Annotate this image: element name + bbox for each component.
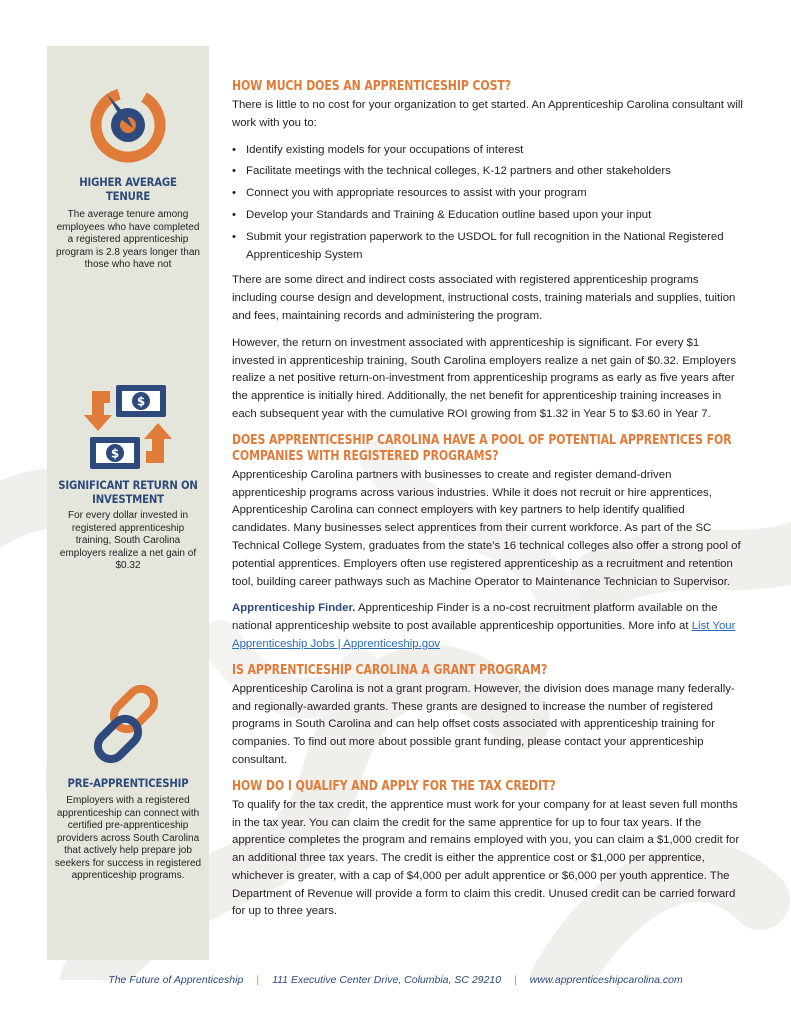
- footer-separator: |: [256, 974, 260, 986]
- chain-link-icon: [85, 682, 171, 768]
- grant-paragraph: Apprenticeship Carolina is not a grant program. However, the division does manage many federally- and regionally-awarded grants. These grants are designed to increase the number of registered programs in South Carolina and can help offset costs associated with apprenticeship training for companies. To find out more about possible grant funding, please contact your apprenticeship consultant.: [232, 682, 735, 766]
- sidebar-block-pre-apprenticeship: [47, 682, 209, 883]
- sidebar-text-roi: For every dollar invested in registered apprenticeship training, South Carolina employers realize a net gain of $0.32: [59, 510, 197, 571]
- finder-paragraph: [232, 600, 744, 653]
- cost-paragraph-2: There are some direct and indirect costs associated with registered apprenticeship programs including course design and development, instructional costs, training materials and supplies, tuition and fees, maintaining records and administering the program.: [232, 274, 736, 322]
- sidebar-text-tenure: The average tenure among employees who have completed a registered apprenticeship program is 2.8 years longer than those who have not: [56, 209, 200, 270]
- sidebar-block-tenure: [47, 82, 209, 272]
- tax-credit-heading: HOW DO I QUALIFY AND APPLY FOR THE TAX CREDIT?: [232, 778, 556, 794]
- list-item: • Develop your Standards and Training & Education outline based upon your input: [232, 207, 744, 225]
- finder-label: Apprenticeship Finder.: [232, 602, 356, 615]
- list-item: • Identify existing models for your occupations of interest: [232, 142, 744, 160]
- money-exchange-icon: [80, 379, 176, 475]
- section-cost: [232, 79, 744, 424]
- section-tax-credit: [232, 779, 744, 922]
- list-item: • Facilitate meetings with the technical colleges, K-12 partners and other stakeholders: [232, 163, 744, 181]
- cost-bullet-list: [232, 142, 744, 265]
- cost-paragraph-3: However, the return on investment associated with apprenticeship is significant. For every $1 invested in apprenticeship training, South Carolina employers realize a net gain of $0.32. Employers realize a net positive return-on-investment from apprenticeship programs as early as five years after the apprentice is initially hired. Additionally, the net benefit for apprenticeship training increases in each subsequent year with the cumulative ROI growing from $1.32 in Year 5 to $3.60 in Year 7.: [232, 336, 737, 420]
- footer-address: 111 Executive Center Drive, Columbia, SC 29210: [272, 974, 502, 986]
- sidebar-text-pre-apprenticeship: Employers with a registered apprenticeship can connect with certified pre-apprenticeship providers across South Carolina that actively help prepare job seekers for success in registered apprenticeship programs.: [54, 795, 202, 881]
- footer-tagline: The Future of Apprenticeship: [108, 974, 244, 986]
- gauge-icon: [85, 82, 171, 168]
- footer-website[interactable]: www.apprenticeshipcarolina.com: [529, 974, 683, 986]
- pool-heading: DOES APPRENTICESHIP CAROLINA HAVE A POOL OF POTENTIAL APPRENTICES FOR COMPANIES WITH REGISTERED PROGRAMS?: [232, 432, 732, 464]
- svg-text:$: $: [110, 446, 120, 461]
- finder-text: Apprenticeship Finder is a no-cost recruitment platform available on the national apprenticeship website to post available apprenticeship opportunities. More info at: [232, 602, 718, 633]
- footer-separator: |: [514, 974, 517, 986]
- apprenticeship-jobs-link[interactable]: List Your Apprenticeship Jobs | Apprenticeship.gov: [232, 620, 736, 650]
- svg-text:$: $: [136, 394, 146, 409]
- sidebar-block-roi: [47, 379, 209, 573]
- list-item: • Submit your registration paperwork to the USDOL for full recognition in the National Registered Apprenticeship System: [232, 229, 744, 265]
- grant-heading: IS APPRENTICESHIP CAROLINA A GRANT PROGRAM?: [232, 662, 548, 678]
- section-pool: [232, 433, 744, 654]
- section-grant: [232, 663, 744, 770]
- tax-credit-paragraph: To qualify for the tax credit, the apprentice must work for your company for at least seven full months in the tax year. You can claim the credit for the same apprentice for up to four tax years. If the apprentice completes the program and remains employed with you, you can claim a $1,000 credit for an additional three tax years. The credit is either the apprentice cost or $1,000 per apprentice, whichever is greater, with a cap of $4,000 per adult apprentice or $6,000 per youth apprentice. The Department of Revenue will provide a form to claim this credit. Unused credit can be carried forward for up to three years.: [232, 798, 740, 918]
- sidebar-heading-roi: SIGNIFICANT RETURN ON INVESTMENT: [58, 478, 198, 506]
- cost-intro: There is little to no cost for your organization to get started. An Apprenticeship Carolina consultant will work with you to:: [232, 99, 743, 129]
- main-content: [232, 79, 744, 921]
- sidebar-heading-tenure: HIGHER AVERAGE TENURE: [79, 175, 177, 203]
- sidebar-heading-pre-apprenticeship: PRE-APPRENTICESHIP: [67, 776, 189, 790]
- list-item: • Connect you with appropriate resources to assist with your program: [232, 185, 744, 203]
- cost-heading: HOW MUCH DOES AN APPRENTICESHIP COST?: [232, 79, 511, 94]
- footer: [0, 974, 791, 986]
- sidebar: [47, 46, 209, 960]
- pool-paragraph-1: Apprenticeship Carolina partners with businesses to create and register demand-driven apprenticeship programs across various industries. While it does not recruit or hire apprentices, Apprenticeship Carolina can connect employers with key partners to help identify qualified candidates. Many businesses select apprentices from their current workforce. As part of the SC Technical College System, graduates from the state’s 16 technical colleges also offer a strong pool of potential apprentices. Employers often use registered apprenticeship as a recruitment and retention tool, building career pathways such as Machine Operator to Maintenance Technician to Supervisor.: [232, 468, 741, 588]
